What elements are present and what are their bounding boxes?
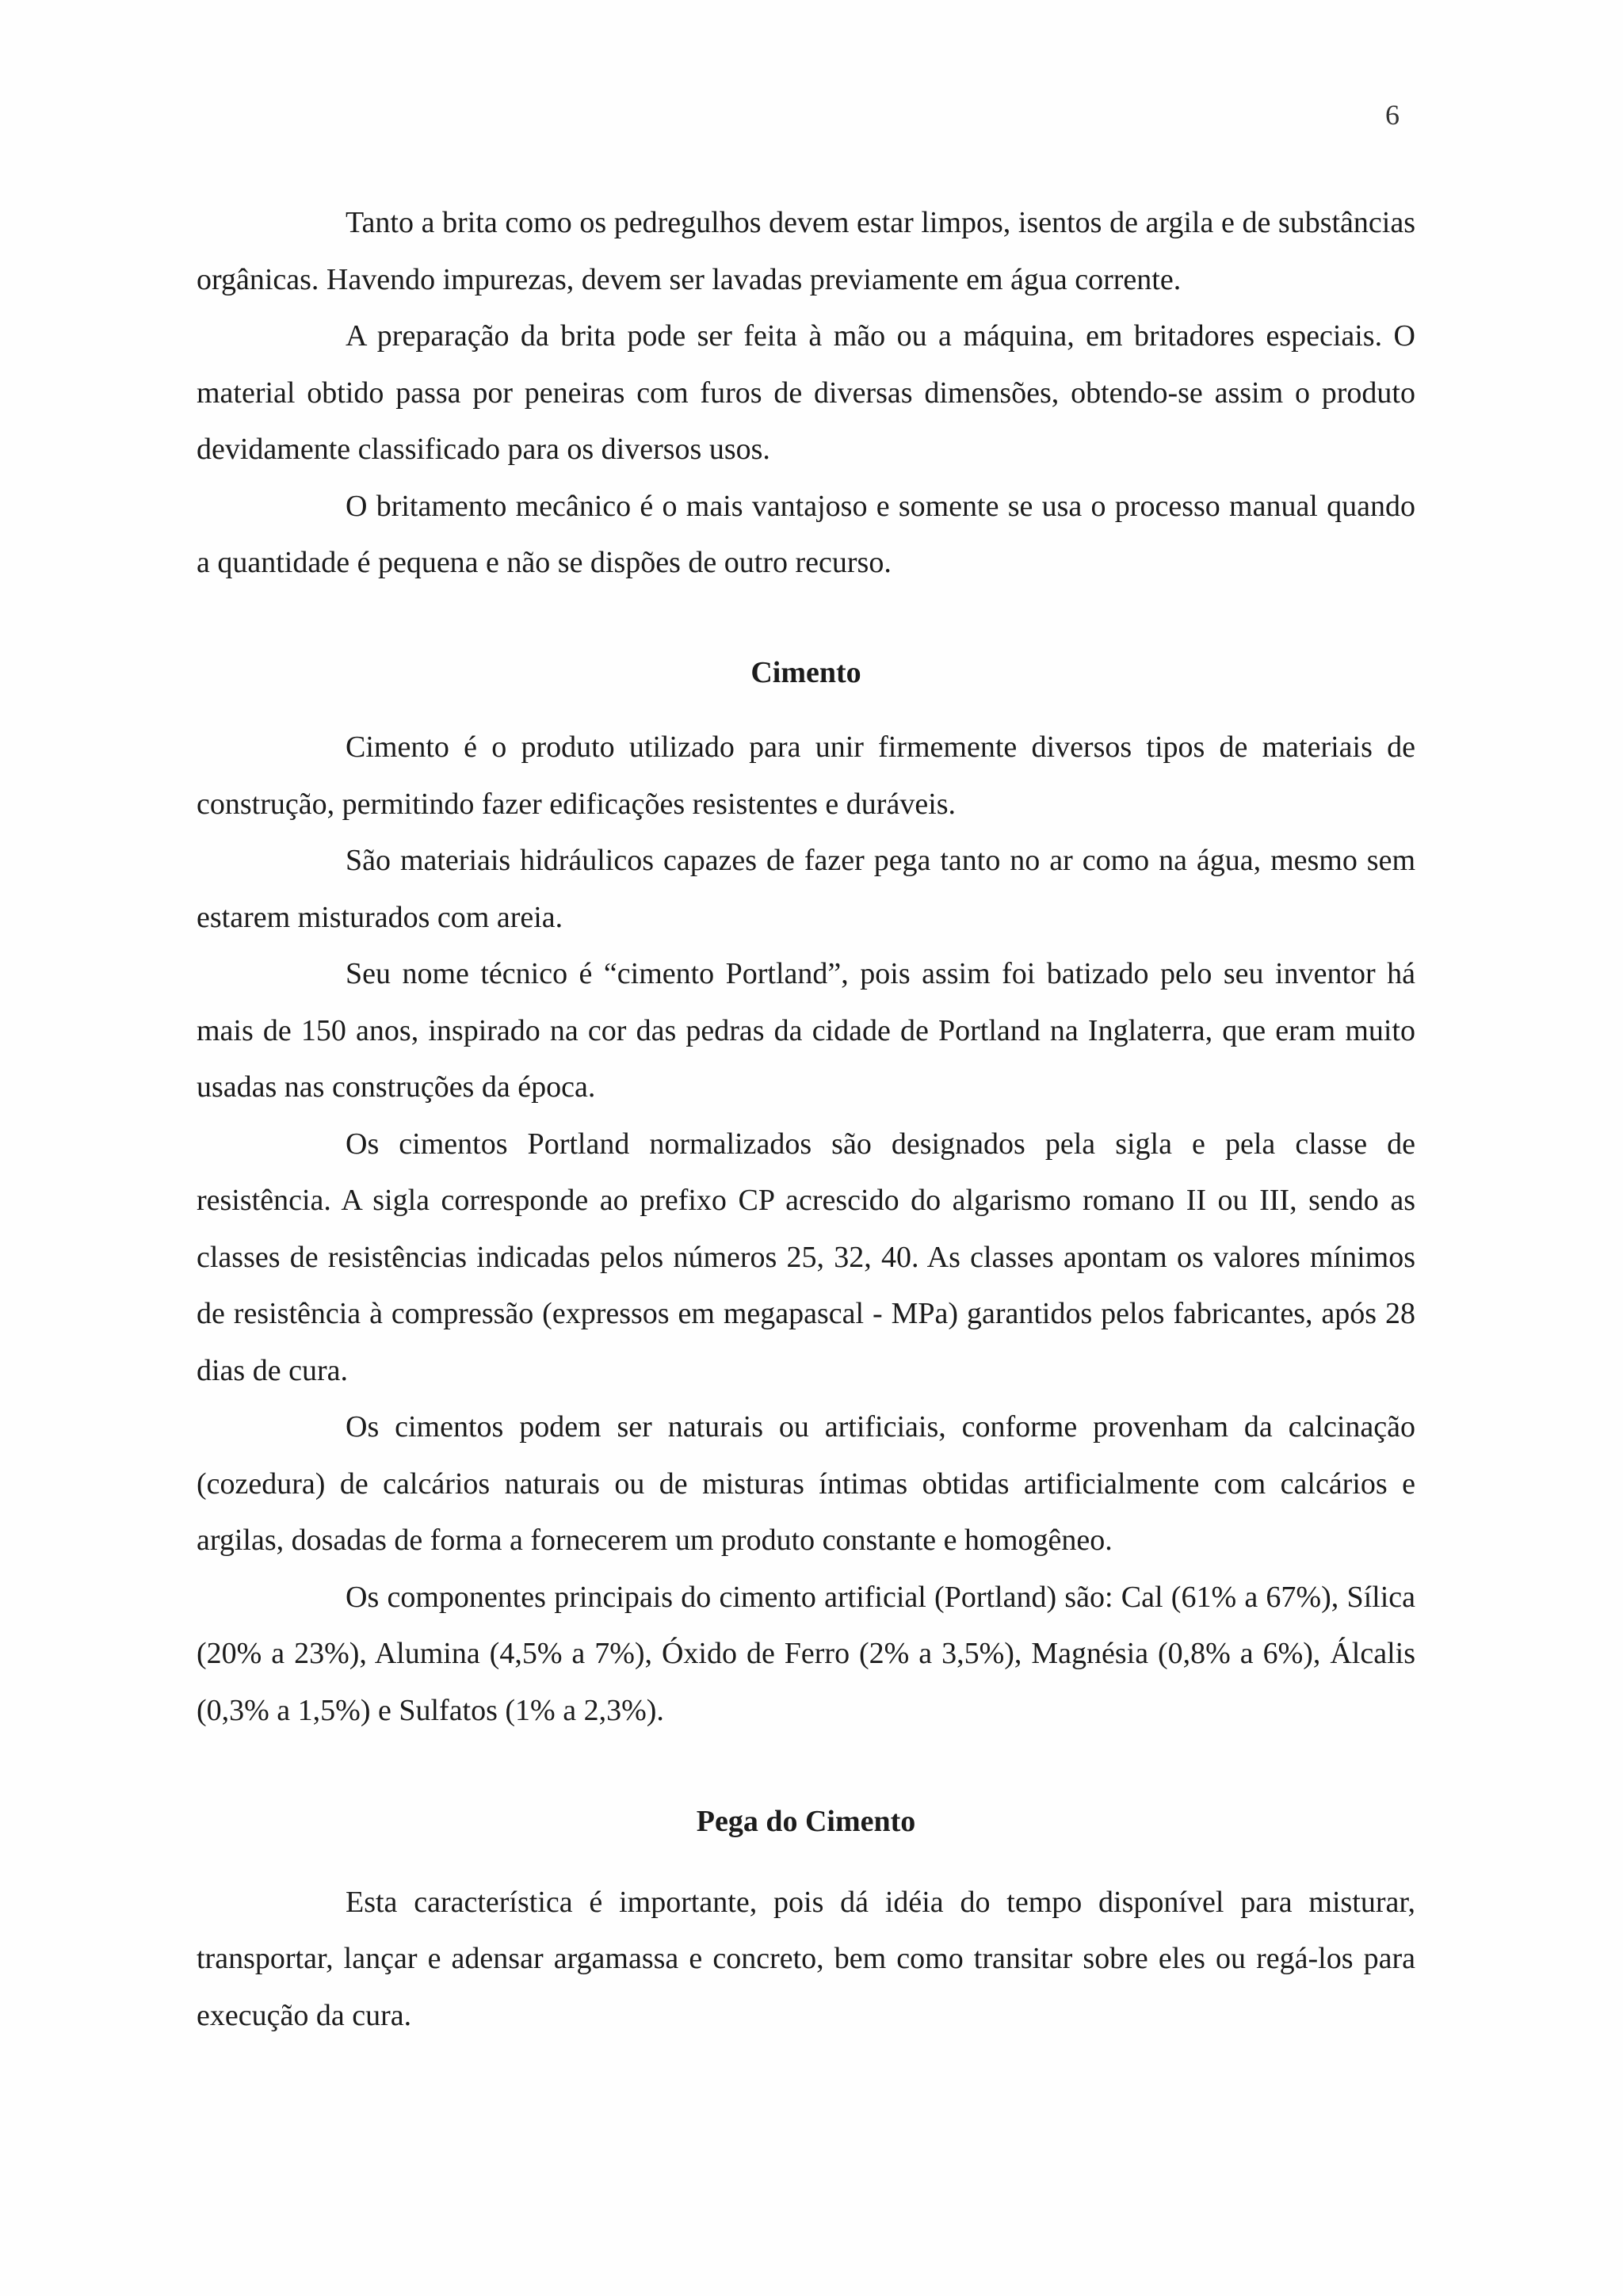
paragraph: Os cimentos podem ser naturais ou artificiais, conforme provenham da calcinação (cozedura) de calcários naturais ou de misturas íntimas obtidas artificialmente com calcários e argilas, dosadas de forma a fornecerem um produto constante e homogêneo. — [197, 1410, 1415, 1557]
paragraph: São materiais hidráulicos capazes de fazer pega tanto no ar como na água, mesmo sem estarem misturados com areia. — [197, 844, 1415, 934]
paragraph: Os cimentos Portland normalizados são designados pela sigla e pela classe de resistência. A sigla corresponde ao prefixo CP acrescido do algarismo romano II ou III, sendo as classes de resistências indicadas pelos números 25, 32, 40. As classes apontam os valores mínimos de resistência à compressão (expressos em megapascal - MPa) garantidos pelos fabricantes, após 28 dias de cura. — [197, 1127, 1415, 1387]
section-heading-cimento: Cimento — [750, 655, 861, 689]
page-body — [197, 195, 1415, 2044]
page-number: 6 — [1385, 99, 1400, 131]
section-heading-pega-do-cimento: Pega do Cimento — [696, 1805, 916, 1838]
paragraph: O britamento mecânico é o mais vantajoso e somente se usa o processo manual quando a quantidade é pequena e não se dispões de outro recurso. — [197, 489, 1415, 579]
paragraph: Seu nome técnico é “cimento Portland”, pois assim foi batizado pelo seu inventor há mais de 150 anos, inspirado na cor das pedras da cidade de Portland na Inglaterra, que eram muito usadas nas construções da época. — [197, 957, 1415, 1104]
paragraph: A preparação da brita pode ser feita à mão ou a máquina, em britadores especiais. O material obtido passa por peneiras com furos de diversas dimensões, obtendo-se assim o produto devidamente classificado para os diversos usos. — [197, 319, 1415, 466]
paragraph: Os componentes principais do cimento artificial (Portland) são: Cal (61% a 67%), Sílica (20% a 23%), Alumina (4,5% a 7%), Óxido de Ferro (2% a 3,5%), Magnésia (0,8% a 6%), Álcalis (0,3% a 1,5%) e Sulfatos (1% a 2,3%). — [197, 1580, 1415, 1727]
paragraph: Tanto a brita como os pedregulhos devem estar limpos, isentos de argila e de substâncias orgânicas. Havendo impurezas, devem ser lavadas previamente em água corrente. — [197, 206, 1415, 296]
paragraph: Cimento é o produto utilizado para unir firmemente diversos tipos de materiais de construção, permitindo fazer edificações resistentes e duráveis. — [197, 730, 1415, 821]
paragraph: Esta característica é importante, pois dá idéia do tempo disponível para misturar, transportar, lançar e adensar argamassa e concreto, bem como transitar sobre eles ou regá-los para execução da cura. — [197, 1885, 1415, 2032]
